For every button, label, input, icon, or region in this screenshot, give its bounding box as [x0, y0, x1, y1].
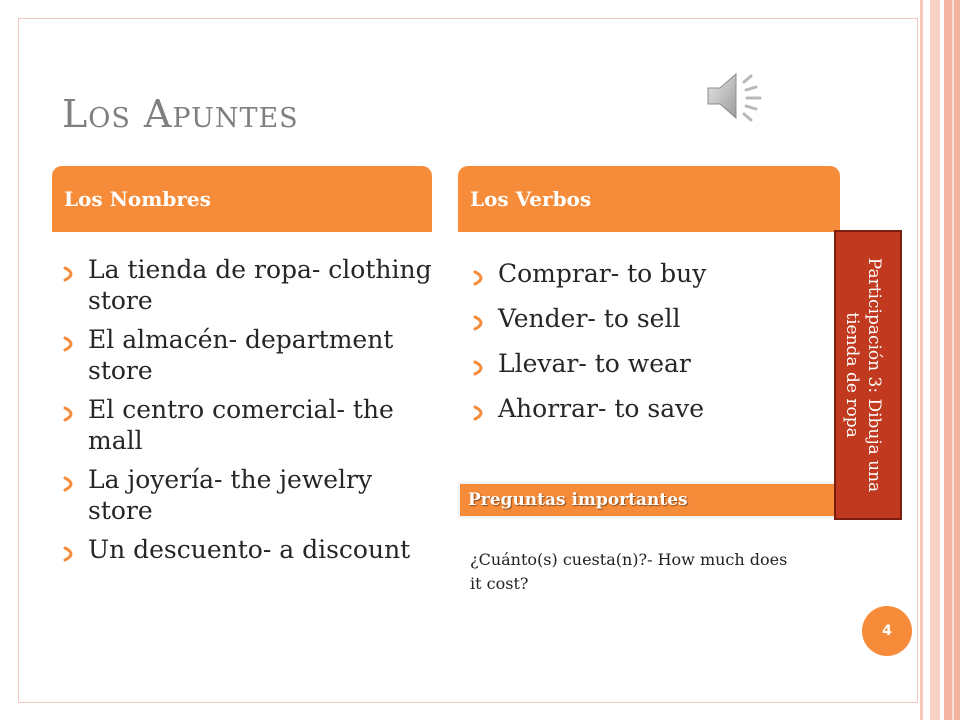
border-stripe — [930, 0, 940, 720]
speaker-icon[interactable] — [704, 68, 768, 124]
page-number: 4 — [862, 606, 912, 656]
list-item — [62, 324, 432, 386]
callout-text: Participación 3: Dibuja una tienda de ropa — [842, 257, 884, 493]
participacion-callout — [834, 230, 902, 520]
bullet-icon — [62, 328, 78, 344]
list-item-text: La joyería- the jewelry store — [88, 465, 373, 525]
nombres-list — [62, 254, 432, 573]
list-item-text: El centro comercial- the mall — [88, 395, 394, 455]
bullet-icon — [62, 468, 78, 484]
preguntas-header: Preguntas importantes — [458, 482, 838, 518]
list-item — [472, 348, 832, 379]
border-stripe — [952, 0, 954, 720]
verbos-list — [472, 258, 832, 438]
verbos-header-label: Los Verbos — [470, 187, 592, 211]
list-item — [62, 464, 432, 526]
list-item-text: Vender- to sell — [498, 304, 681, 333]
list-item-text: Llevar- to wear — [498, 349, 691, 378]
bullet-icon — [472, 397, 488, 413]
list-item-text: Un descuento- a discount — [88, 535, 411, 564]
bullet-icon — [472, 352, 488, 368]
list-item — [62, 254, 432, 316]
list-item-text: La tienda de ropa- clothing store — [88, 255, 432, 315]
bullet-icon — [62, 258, 78, 274]
list-item — [62, 534, 432, 565]
slide-title: Los Apuntes — [62, 92, 299, 136]
bullet-icon — [472, 262, 488, 278]
nombres-header-label: Los Nombres — [64, 187, 211, 211]
border-stripe — [920, 0, 923, 720]
list-item — [472, 303, 832, 334]
nombres-header — [52, 166, 432, 232]
list-item — [472, 393, 832, 424]
list-item-text: El almacén- department store — [88, 325, 394, 385]
bullet-icon — [62, 398, 78, 414]
list-item-text: Comprar- to buy — [498, 259, 707, 288]
question-text: ¿Cuánto(s) cuesta(n)?- How much does it cost? — [470, 550, 788, 593]
list-item — [472, 258, 832, 289]
list-item — [62, 394, 432, 456]
verbos-header — [458, 166, 840, 232]
bullet-icon — [62, 538, 78, 554]
bullet-icon — [472, 307, 488, 323]
list-item-text: Ahorrar- to save — [498, 394, 705, 423]
